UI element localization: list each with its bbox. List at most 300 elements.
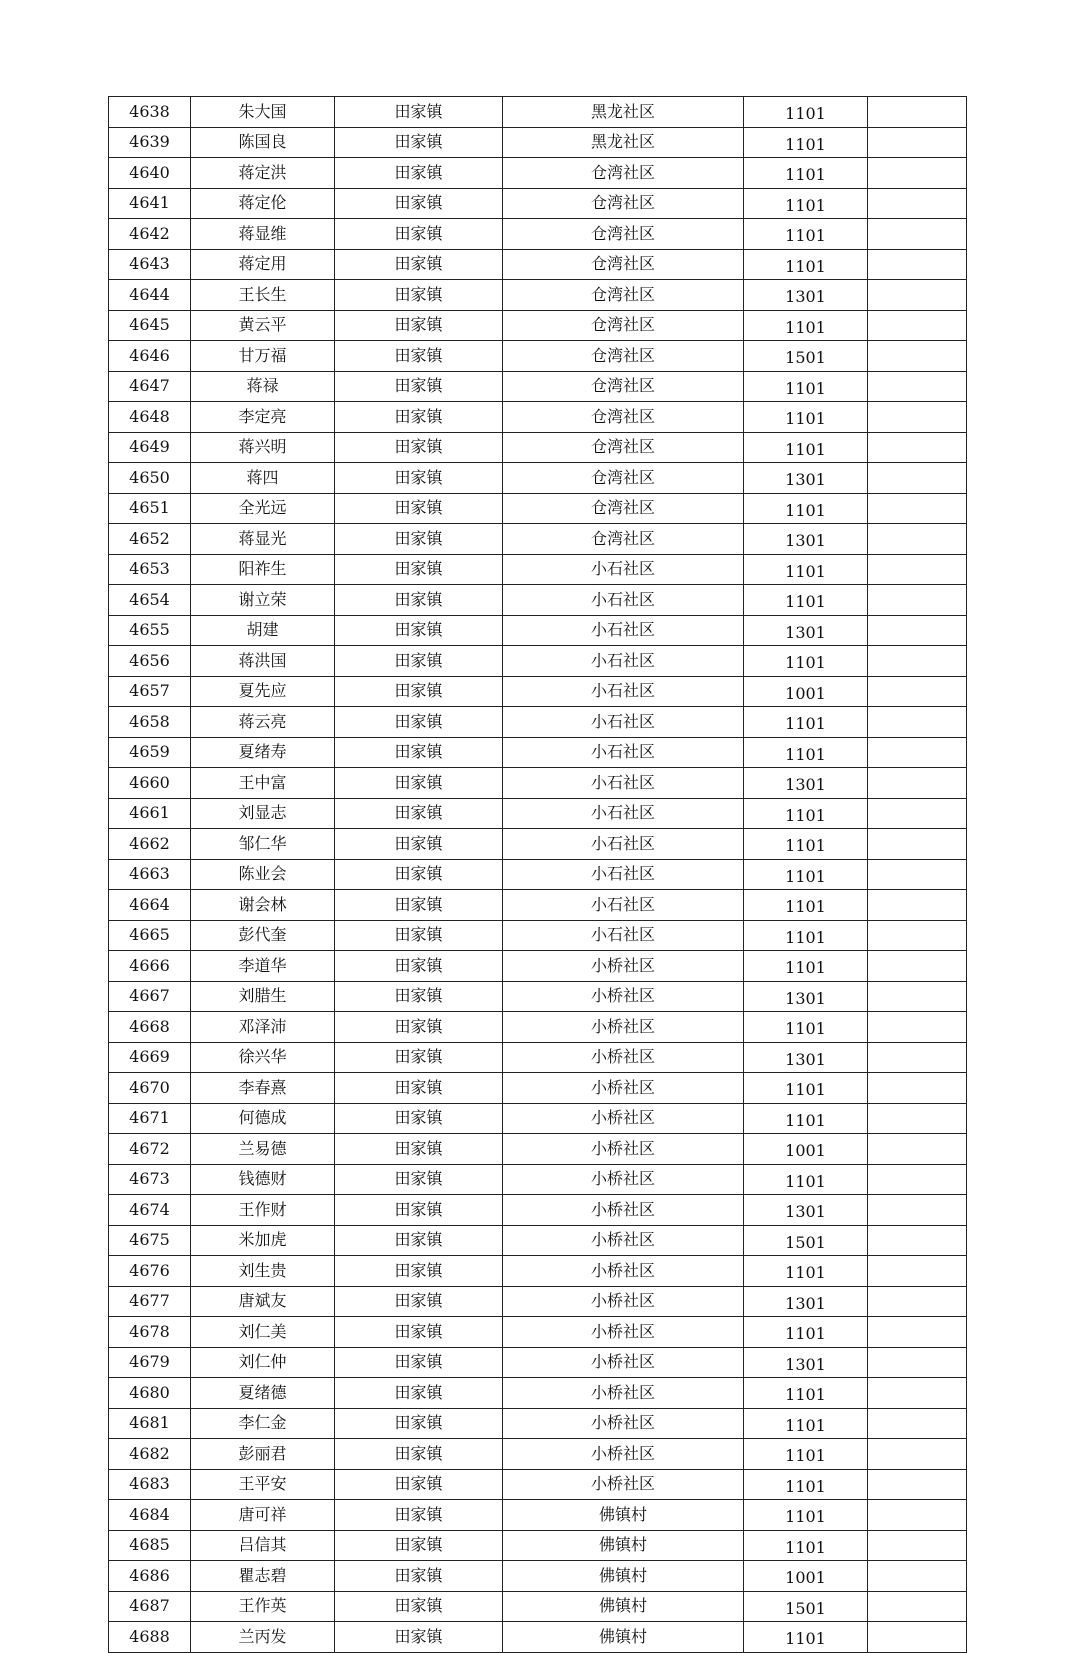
code-cell: 1301 [744,1347,868,1378]
remark-cell [868,1225,967,1256]
name-cell: 王作财 [191,1195,335,1226]
name-cell: 谢会林 [191,890,335,921]
community-cell: 小桥社区 [503,1347,744,1378]
town-cell: 田家镇 [335,1012,503,1043]
community-cell: 仓湾社区 [503,432,744,463]
town-cell: 田家镇 [335,524,503,555]
code-cell: 1101 [744,1317,868,1348]
code-cell: 1301 [744,463,868,494]
name-cell: 蒋四 [191,463,335,494]
name-cell: 兰易德 [191,1134,335,1165]
community-cell: 小桥社区 [503,1408,744,1439]
code-cell: 1101 [744,188,868,219]
remark-cell [868,646,967,677]
community-cell: 仓湾社区 [503,310,744,341]
town-cell: 田家镇 [335,768,503,799]
town-cell: 田家镇 [335,249,503,280]
community-cell: 仓湾社区 [503,280,744,311]
code-cell: 1301 [744,768,868,799]
remark-cell [868,1378,967,1409]
no-cell: 4665 [109,920,191,951]
code-cell: 1301 [744,1286,868,1317]
name-cell: 阳祚生 [191,554,335,585]
remark-cell [868,280,967,311]
community-cell: 小桥社区 [503,1469,744,1500]
name-cell: 刘腊生 [191,981,335,1012]
code-cell: 1101 [744,951,868,982]
remark-cell [868,249,967,280]
remark-cell [868,1530,967,1561]
town-cell: 田家镇 [335,1622,503,1653]
remark-cell [868,1408,967,1439]
town-cell: 田家镇 [335,890,503,921]
community-cell: 仓湾社区 [503,219,744,250]
no-cell: 4668 [109,1012,191,1043]
no-cell: 4646 [109,341,191,372]
code-cell: 1101 [744,1408,868,1439]
code-cell: 1101 [744,737,868,768]
no-cell: 4649 [109,432,191,463]
town-cell: 田家镇 [335,310,503,341]
table-row [109,798,967,829]
name-cell: 全光远 [191,493,335,524]
no-cell: 4673 [109,1164,191,1195]
remark-cell [868,981,967,1012]
community-cell: 仓湾社区 [503,402,744,433]
no-cell: 4674 [109,1195,191,1226]
community-cell: 仓湾社区 [503,249,744,280]
name-cell: 蒋定伦 [191,188,335,219]
remark-cell [868,890,967,921]
no-cell: 4648 [109,402,191,433]
name-cell: 吕信其 [191,1530,335,1561]
no-cell: 4652 [109,524,191,555]
table-row [109,585,967,616]
remark-cell [868,158,967,189]
table-row [109,1530,967,1561]
table-row [109,127,967,158]
code-cell: 1101 [744,249,868,280]
remark-cell [868,402,967,433]
community-cell: 小桥社区 [503,1286,744,1317]
name-cell: 李道华 [191,951,335,982]
no-cell: 4656 [109,646,191,677]
name-cell: 蒋定用 [191,249,335,280]
table-row [109,1439,967,1470]
remark-cell [868,524,967,555]
no-cell: 4680 [109,1378,191,1409]
remark-cell [868,463,967,494]
name-cell: 兰丙发 [191,1622,335,1653]
no-cell: 4655 [109,615,191,646]
community-cell: 小石社区 [503,585,744,616]
no-cell: 4654 [109,585,191,616]
remark-cell [868,707,967,738]
code-cell: 1001 [744,676,868,707]
community-cell: 佛镇村 [503,1500,744,1531]
code-cell: 1101 [744,798,868,829]
town-cell: 田家镇 [335,859,503,890]
name-cell: 陈业会 [191,859,335,890]
table-row [109,1500,967,1531]
code-cell: 1301 [744,1195,868,1226]
code-cell: 1101 [744,219,868,250]
community-cell: 小桥社区 [503,981,744,1012]
name-cell: 刘生贵 [191,1256,335,1287]
table-row [109,676,967,707]
table-row [109,432,967,463]
no-cell: 4684 [109,1500,191,1531]
name-cell: 唐斌友 [191,1286,335,1317]
table-row [109,371,967,402]
no-cell: 4650 [109,463,191,494]
no-cell: 4653 [109,554,191,585]
remark-cell [868,1561,967,1592]
table-row [109,402,967,433]
town-cell: 田家镇 [335,798,503,829]
community-cell: 小石社区 [503,859,744,890]
town-cell: 田家镇 [335,829,503,860]
name-cell: 蒋兴明 [191,432,335,463]
community-cell: 仓湾社区 [503,463,744,494]
name-cell: 陈国良 [191,127,335,158]
community-cell: 小石社区 [503,737,744,768]
community-cell: 佛镇村 [503,1530,744,1561]
code-cell: 1101 [744,1103,868,1134]
table-row [109,1347,967,1378]
name-cell: 刘仁仲 [191,1347,335,1378]
table-row [109,920,967,951]
remark-cell [868,676,967,707]
table-row [109,1378,967,1409]
code-cell: 1501 [744,1225,868,1256]
code-cell: 1101 [744,493,868,524]
town-cell: 田家镇 [335,280,503,311]
no-cell: 4683 [109,1469,191,1500]
community-cell: 小桥社区 [503,1103,744,1134]
table-row [109,493,967,524]
community-cell: 佛镇村 [503,1561,744,1592]
no-cell: 4667 [109,981,191,1012]
town-cell: 田家镇 [335,1561,503,1592]
name-cell: 王长生 [191,280,335,311]
code-cell: 1101 [744,1256,868,1287]
table-row [109,310,967,341]
code-cell: 1001 [744,1561,868,1592]
remark-cell [868,371,967,402]
town-cell: 田家镇 [335,951,503,982]
table-row [109,1042,967,1073]
code-cell: 1001 [744,1134,868,1165]
remark-cell [868,1439,967,1470]
name-cell: 何德成 [191,1103,335,1134]
code-cell: 1301 [744,280,868,311]
name-cell: 夏绪寿 [191,737,335,768]
remark-cell [868,1042,967,1073]
code-cell: 1101 [744,585,868,616]
town-cell: 田家镇 [335,1225,503,1256]
table-row [109,1164,967,1195]
name-cell: 瞿志碧 [191,1561,335,1592]
name-cell: 蒋禄 [191,371,335,402]
town-cell: 田家镇 [335,1591,503,1622]
table-row [109,859,967,890]
code-cell: 1501 [744,341,868,372]
no-cell: 4682 [109,1439,191,1470]
remark-cell [868,188,967,219]
table-row [109,188,967,219]
code-cell: 1101 [744,646,868,677]
no-cell: 4688 [109,1622,191,1653]
name-cell: 谢立荣 [191,585,335,616]
town-cell: 田家镇 [335,158,503,189]
community-cell: 仓湾社区 [503,371,744,402]
table-row [109,97,967,128]
name-cell: 彭丽君 [191,1439,335,1470]
table-row [109,341,967,372]
no-cell: 4639 [109,127,191,158]
town-cell: 田家镇 [335,1408,503,1439]
no-cell: 4662 [109,829,191,860]
community-cell: 黑龙社区 [503,127,744,158]
no-cell: 4643 [109,249,191,280]
code-cell: 1101 [744,890,868,921]
community-cell: 黑龙社区 [503,97,744,128]
records-table-body [109,97,967,1653]
code-cell: 1101 [744,1500,868,1531]
table-row [109,707,967,738]
remark-cell [868,1103,967,1134]
code-cell: 1101 [744,371,868,402]
town-cell: 田家镇 [335,554,503,585]
table-row [109,1561,967,1592]
no-cell: 4658 [109,707,191,738]
no-cell: 4685 [109,1530,191,1561]
town-cell: 田家镇 [335,493,503,524]
code-cell: 1101 [744,1378,868,1409]
table-row [109,768,967,799]
community-cell: 小石社区 [503,890,744,921]
no-cell: 4657 [109,676,191,707]
code-cell: 1101 [744,1439,868,1470]
town-cell: 田家镇 [335,1530,503,1561]
name-cell: 王中富 [191,768,335,799]
no-cell: 4638 [109,97,191,128]
table-row [109,219,967,250]
name-cell: 李春熹 [191,1073,335,1104]
town-cell: 田家镇 [335,402,503,433]
community-cell: 小桥社区 [503,1134,744,1165]
remark-cell [868,1256,967,1287]
remark-cell [868,341,967,372]
no-cell: 4644 [109,280,191,311]
community-cell: 小桥社区 [503,1317,744,1348]
table-row [109,463,967,494]
code-cell: 1101 [744,1469,868,1500]
remark-cell [868,585,967,616]
town-cell: 田家镇 [335,1103,503,1134]
table-row [109,1622,967,1653]
code-cell: 1101 [744,920,868,951]
name-cell: 夏先应 [191,676,335,707]
community-cell: 小桥社区 [503,1042,744,1073]
no-cell: 4642 [109,219,191,250]
table-row [109,554,967,585]
table-row [109,1012,967,1043]
name-cell: 彭代奎 [191,920,335,951]
code-cell: 1101 [744,554,868,585]
community-cell: 小石社区 [503,920,744,951]
code-cell: 1101 [744,1530,868,1561]
no-cell: 4669 [109,1042,191,1073]
table-row [109,951,967,982]
community-cell: 小石社区 [503,676,744,707]
table-row [109,890,967,921]
community-cell: 小石社区 [503,615,744,646]
no-cell: 4679 [109,1347,191,1378]
town-cell: 田家镇 [335,737,503,768]
town-cell: 田家镇 [335,1317,503,1348]
code-cell: 1501 [744,1591,868,1622]
community-cell: 佛镇村 [503,1622,744,1653]
town-cell: 田家镇 [335,1500,503,1531]
name-cell: 王平安 [191,1469,335,1500]
community-cell: 仓湾社区 [503,341,744,372]
no-cell: 4661 [109,798,191,829]
code-cell: 1101 [744,402,868,433]
table-row [109,1469,967,1500]
town-cell: 田家镇 [335,1164,503,1195]
code-cell: 1101 [744,432,868,463]
remark-cell [868,219,967,250]
table-row [109,1195,967,1226]
town-cell: 田家镇 [335,585,503,616]
remark-cell [868,493,967,524]
remark-cell [868,615,967,646]
remark-cell [868,1347,967,1378]
no-cell: 4678 [109,1317,191,1348]
name-cell: 蒋显维 [191,219,335,250]
town-cell: 田家镇 [335,1073,503,1104]
no-cell: 4671 [109,1103,191,1134]
code-cell: 1101 [744,310,868,341]
remark-cell [868,432,967,463]
no-cell: 4686 [109,1561,191,1592]
town-cell: 田家镇 [335,1439,503,1470]
no-cell: 4663 [109,859,191,890]
code-cell: 1101 [744,1012,868,1043]
name-cell: 胡建 [191,615,335,646]
remark-cell [868,1622,967,1653]
remark-cell [868,859,967,890]
remark-cell [868,1134,967,1165]
community-cell: 小桥社区 [503,1256,744,1287]
remark-cell [868,1469,967,1500]
code-cell: 1101 [744,1073,868,1104]
table-row [109,1591,967,1622]
table-row [109,1134,967,1165]
code-cell: 1101 [744,127,868,158]
community-cell: 小桥社区 [503,1012,744,1043]
town-cell: 田家镇 [335,463,503,494]
town-cell: 田家镇 [335,1378,503,1409]
town-cell: 田家镇 [335,127,503,158]
table-row [109,1286,967,1317]
name-cell: 甘万福 [191,341,335,372]
remark-cell [868,1073,967,1104]
community-cell: 小桥社区 [503,1378,744,1409]
name-cell: 钱德财 [191,1164,335,1195]
town-cell: 田家镇 [335,646,503,677]
town-cell: 田家镇 [335,219,503,250]
town-cell: 田家镇 [335,371,503,402]
remark-cell [868,1195,967,1226]
name-cell: 夏绪德 [191,1378,335,1409]
table-row [109,1225,967,1256]
no-cell: 4647 [109,371,191,402]
no-cell: 4666 [109,951,191,982]
community-cell: 小石社区 [503,768,744,799]
town-cell: 田家镇 [335,1286,503,1317]
code-cell: 1101 [744,829,868,860]
name-cell: 蒋显光 [191,524,335,555]
table-row [109,1256,967,1287]
name-cell: 黄云平 [191,310,335,341]
code-cell: 1301 [744,1042,868,1073]
community-cell: 小石社区 [503,798,744,829]
no-cell: 4641 [109,188,191,219]
table-row [109,981,967,1012]
no-cell: 4676 [109,1256,191,1287]
community-cell: 小桥社区 [503,1073,744,1104]
table-row [109,646,967,677]
no-cell: 4651 [109,493,191,524]
community-cell: 小桥社区 [503,1195,744,1226]
remark-cell [868,1591,967,1622]
code-cell: 1301 [744,615,868,646]
remark-cell [868,737,967,768]
name-cell: 邹仁华 [191,829,335,860]
table-row [109,1408,967,1439]
remark-cell [868,951,967,982]
town-cell: 田家镇 [335,97,503,128]
community-cell: 仓湾社区 [503,158,744,189]
no-cell: 4645 [109,310,191,341]
name-cell: 徐兴华 [191,1042,335,1073]
remark-cell [868,1286,967,1317]
town-cell: 田家镇 [335,676,503,707]
table-row [109,280,967,311]
remark-cell [868,920,967,951]
community-cell: 小桥社区 [503,951,744,982]
no-cell: 4640 [109,158,191,189]
name-cell: 刘显志 [191,798,335,829]
no-cell: 4659 [109,737,191,768]
community-cell: 小桥社区 [503,1439,744,1470]
town-cell: 田家镇 [335,432,503,463]
no-cell: 4681 [109,1408,191,1439]
remark-cell [868,310,967,341]
community-cell: 小石社区 [503,829,744,860]
no-cell: 4675 [109,1225,191,1256]
town-cell: 田家镇 [335,1042,503,1073]
name-cell: 王作英 [191,1591,335,1622]
name-cell: 唐可祥 [191,1500,335,1531]
table-row [109,1103,967,1134]
remark-cell [868,1012,967,1043]
code-cell: 1301 [744,981,868,1012]
town-cell: 田家镇 [335,1469,503,1500]
